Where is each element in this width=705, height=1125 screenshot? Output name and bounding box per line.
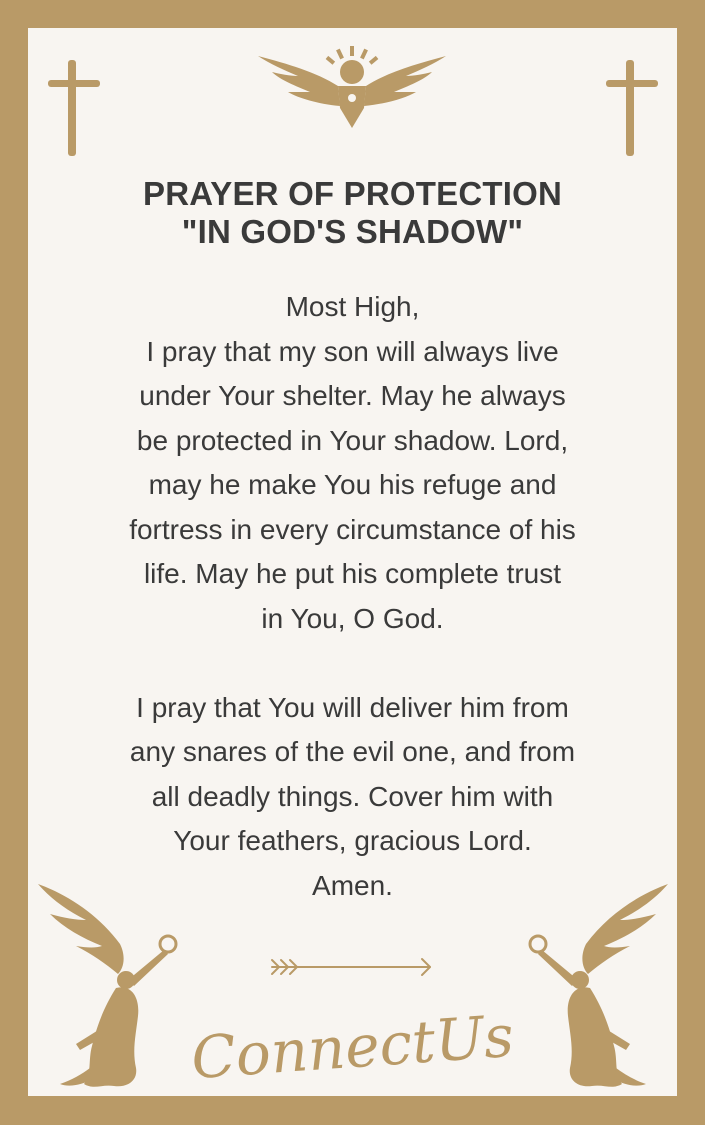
prayer-line: life. May he put his complete trust [143,558,562,589]
prayer-line: any snares of the evil one, and from [129,736,576,767]
prayer-line: under Your shelter. May he always [139,380,566,411]
winged-sun-icon [258,46,446,130]
prayer-line: I pray that my son will always live [146,335,559,367]
brand-logo: ConnectUs [189,1001,516,1093]
prayer-line: Amen. [312,869,393,901]
cross-icon [48,60,100,156]
title-line: "IN GOD'S SHADOW" [181,213,524,250]
arrow-icon [268,956,434,978]
prayer-text [28,285,677,908]
prayer-line: Your feathers, gracious Lord. [173,825,532,856]
prayer-line: in You, O God. [261,602,444,634]
prayer-line: be protected in Your shadow. Lord, [136,424,569,456]
prayer-line: I pray that You will deliver him from [136,691,569,723]
prayer-title [28,175,677,251]
prayer-line: all deadly things. Cover him with [151,780,554,812]
prayer-line: fortress in every circumstance of his [129,513,576,545]
prayer-line: may he make You his refuge and [148,469,557,500]
prayer-card [28,28,677,1096]
prayer-line: Most High, [285,291,420,322]
paragraph-gap [28,641,677,686]
cross-icon [606,60,658,156]
title-line: PRAYER OF PROTECTION [143,175,562,212]
